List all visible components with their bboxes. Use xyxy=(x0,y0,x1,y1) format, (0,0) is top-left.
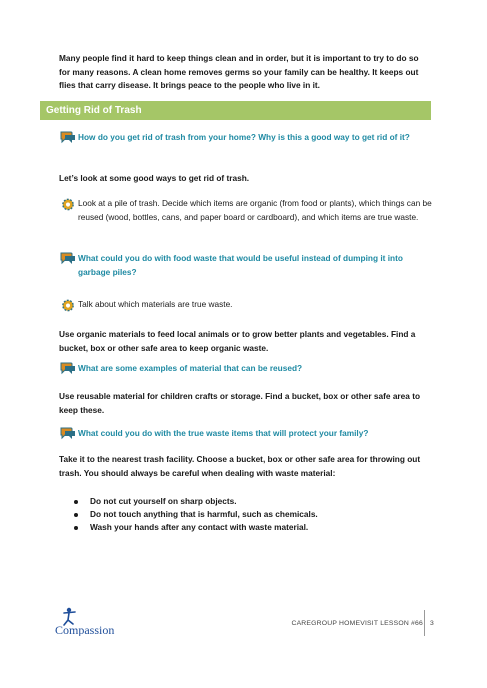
question-4 xyxy=(60,427,432,441)
section-heading-bar: Getting Rid of Trash xyxy=(40,101,431,120)
question-2 xyxy=(60,252,432,279)
question-3 xyxy=(60,362,432,376)
gear-icon xyxy=(60,197,76,212)
footer-lesson-label: CAREGROUP HOMEVISIT LESSON #66 xyxy=(291,620,423,627)
bullet-item: Do not cut yourself on sharp objects. xyxy=(72,495,318,508)
bullet-dot-icon xyxy=(74,500,78,504)
logo-wordmark: Compassion xyxy=(55,623,115,636)
activity-2-text: Talk about which materials are true waste. xyxy=(78,299,233,309)
question-3-text: What are some examples of material that can be reused? xyxy=(78,363,303,373)
paragraph-1: Let’s look at some good ways to get rid of trash. xyxy=(59,173,250,183)
activity-1-text: Look at a pile of trash. Decide which items are organic (from food or plants), which things can be reused (wood, bottles, cans, and paper board or cardboard), and which items are true waste. xyxy=(78,198,432,222)
question-4-text: What could you do with the true waste items that will protect your family? xyxy=(78,428,369,438)
speech-bubble-icon xyxy=(60,252,76,266)
bullet-item: Do not touch anything that is harmful, such as chemicals. xyxy=(72,508,318,521)
bullet-item: Wash your hands after any contact with waste material. xyxy=(72,521,318,534)
footer-divider xyxy=(424,610,425,636)
page-number: 3 xyxy=(430,620,434,627)
question-2-text: What could you do with food waste that would be useful instead of dumping it into garbage piles? xyxy=(78,253,403,277)
speech-bubble-icon xyxy=(60,131,76,145)
question-1-text: How do you get rid of trash from your home? Why is this a good way to get rid of it? xyxy=(78,132,410,142)
activity-2 xyxy=(60,298,432,312)
speech-bubble-icon xyxy=(60,362,76,376)
bullet-dot-icon xyxy=(74,513,78,517)
paragraph-2: Use organic materials to feed local animals or to grow better plants and vegetables. Find a bucket, box or other safe area to keep organic waste. xyxy=(59,329,416,353)
speech-bubble-icon xyxy=(60,427,76,441)
gear-icon xyxy=(60,298,76,313)
question-1 xyxy=(60,131,432,145)
paragraph-4: Take it to the nearest trash facility. Choose a bucket, box or other safe area for throwing out trash. You should always be careful when dealing with waste material: xyxy=(59,454,421,478)
safety-bullet-list xyxy=(72,495,318,534)
bullet-dot-icon xyxy=(74,526,78,530)
activity-1 xyxy=(60,197,432,224)
paragraph-3: Use reusable material for children crafts or storage. Find a bucket, box or other safe area to keep these. xyxy=(59,391,421,415)
intro-paragraph: Many people find it hard to keep things clean and in order, but it is important to try to do so for many reasons. A clean home removes germs so your family can be healthy. It keeps out flies that carry disease. It brings peace to the people who live in it. xyxy=(59,53,419,90)
compassion-logo xyxy=(55,606,145,636)
